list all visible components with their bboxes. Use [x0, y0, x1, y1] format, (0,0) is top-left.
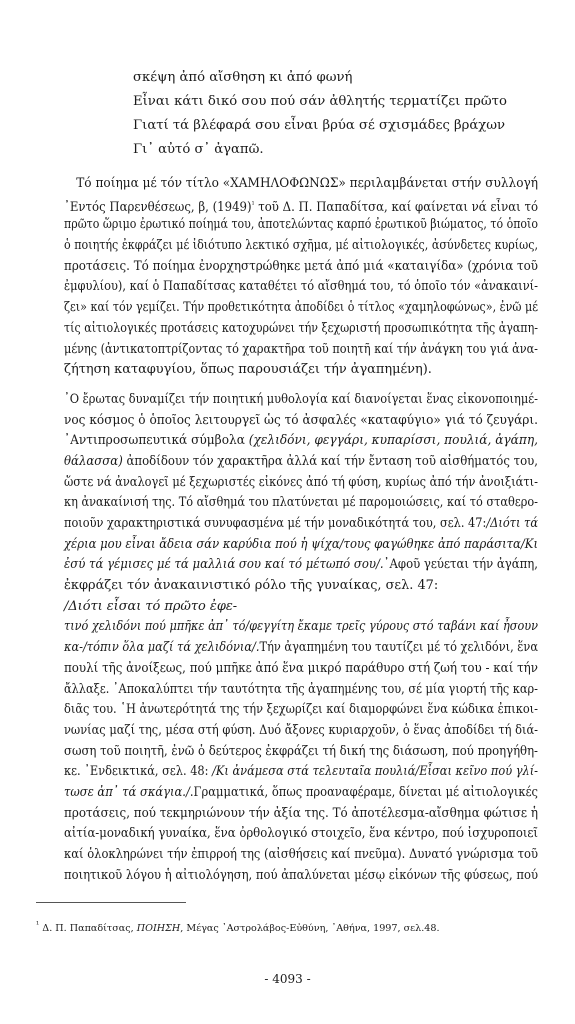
text-line — [64, 174, 538, 195]
text-line — [64, 617, 538, 638]
line-text: διᾶς του. ῾Η ἀνωτερότητά της τήν ξεχωρίζει καί διαμορφώνει ἕνα κώδικα ἐπικοι- — [64, 702, 538, 718]
line-text: ἀποδίδουν τόν χαρακτῆρα ἀλλά καί τήν ἔνταση τοῦ αἰσθήματός του, — [122, 453, 539, 469]
line-text: τοῦ Δ. Π. Παπαδίτσα, καί φαίνεται νά εἶναι τό — [254, 199, 538, 215]
line-text: ᾽Ο ἔρωτας δυναμίζει τήν ποιητική μυθολογία καί διανοίγεται ἕνας εἰκονοποιημέ- — [64, 391, 538, 407]
quote: /Διότι εἶσαι τό πρῶτο ἐφε- — [64, 598, 238, 614]
line-text: ζει» καί τόν γεμίζει. Τήν προθετικότητα ἀποδίδει ὁ τίτλος «χαμηλοφώνως», ἐνῶ μέ — [64, 300, 538, 316]
text-line — [64, 277, 538, 298]
text-line — [64, 783, 538, 804]
text-line — [64, 845, 538, 866]
text-line — [64, 431, 538, 452]
line-text: ἐμφυλίου), καί ὁ Παπαδίτσας καταθέτει τό αἴσθημά του, τό ὁποῖο τόν «ἀνακαινί- — [64, 279, 538, 295]
text-line — [64, 514, 538, 535]
text-line — [64, 473, 538, 494]
body-text — [64, 174, 538, 886]
text-line — [64, 257, 538, 278]
line-text: Τό ποίημα μέ τόν τίτλο «ΧΑΜΗΛΟΦΩΝΩΣ» περιλαμβάνεται στήν συλλογή — [76, 176, 539, 191]
verse-line: Γι᾽ αὐτό σ᾽ ἀγαπῶ. — [133, 142, 264, 157]
line-text: Τήν ἀγαπημένη του ταυτίζει μέ τό χελιδόνι, ἕνα — [259, 640, 538, 656]
text-line — [64, 576, 538, 597]
text-line — [64, 493, 538, 514]
line-text: νωνίας μαζί της, μέσα στή φύση. Δυό ἄξονες κυριαρχοῦν, ὁ ἕνας ἀποδίδει τή διά- — [64, 722, 538, 738]
line-text — [64, 195, 538, 216]
line-text: κε. ᾽Ενδεικτικά, σελ. 48: — [64, 764, 213, 780]
verse-line: Εἶναι κάτι δικό σου πού σάν ἀθλητής τερματίζει πρῶτο — [133, 94, 507, 109]
line-text: νος κόσμος ὁ ὁποῖος λειτουργεῖ ὡς τό ἀσφαλές «καταφύγιο» γιά τό ζευγάρι. — [64, 412, 538, 428]
line-text: ᾽Αντιπροσωπευτικά σύμβολα — [64, 433, 249, 449]
line-text — [64, 638, 538, 659]
line-text — [64, 514, 538, 535]
text-line — [64, 824, 538, 845]
text-line — [64, 700, 538, 721]
line-text: ζήτηση καταφυγίου, ὅπως παρουσιάζει τήν ἀγαπημένη). — [64, 362, 432, 378]
verse-line: σκέψη ἀπό αἴσθηση κι ἀπό φωνή — [133, 70, 353, 85]
line-text: καί ὁλοκληρώνει τήν ἐπιρροή της (αἰσθήσεις καί πνεῦμα). Δυνατό γνώρισμα τοῦ — [64, 847, 538, 862]
quote: /Κι ἀνάμεσα στά τελευταῖα πουλιά/Εἶσαι κεῖνο πού γλί- — [212, 764, 538, 780]
text-line — [64, 721, 538, 742]
line-text: κη ἀνακαίνισή της. Τό αἴσθημά του πλατύνεται μέ παρομοιώσεις, καί τό σταθερο- — [64, 495, 538, 511]
line-text: προτάσεις, πού τεκμηριώνουν τήν ἀξία της. Τό ἀποτέλεσμα-αἴσθημα φώτισε ἡ — [64, 805, 538, 821]
symbols-list: (χελιδόνι, φεγγάρι, κυπαρίσσι, πουλιά, ἀγάπη, — [248, 433, 539, 449]
text-line — [64, 340, 538, 361]
text-line — [64, 298, 538, 319]
text-line — [64, 411, 538, 432]
line-text — [64, 555, 538, 576]
footnote — [36, 920, 540, 934]
footnote-mark: ¹ — [36, 920, 40, 929]
text-line — [64, 215, 538, 236]
poem-excerpt — [133, 66, 507, 162]
text-line — [64, 762, 538, 783]
line-text: σωση τοῦ ποιητῆ, ἐνῶ ὁ δεύτερος ἐκφράζει τή δική της διάσωση, πού προηγήθη- — [64, 743, 538, 759]
line-text: .Γραμματικά, ὅπως προαναφέραμε, δίνεται μέ αἰτιολογικές — [189, 784, 538, 800]
footnote-author: Δ. Π. Παπαδίτσας, — [39, 923, 137, 934]
line-text — [64, 431, 538, 452]
text-line — [64, 360, 538, 381]
line-text: ἐκφράζει τόν ἀνακαινιστικό ρόλο τῆς γυναίκας, σελ. 47: — [64, 578, 439, 594]
line-text: τίς αἰτιολογικές προτάσεις κατοχυρώνει τήν ξεχωριστή προσωπικότητα τῆς ἀγαπη- — [64, 320, 538, 336]
line-text: ποιοῦν χαρακτηριστικά συνυφασμένα μέ τήν μοναδικότητά του, σελ. 47: — [64, 516, 487, 531]
footnote-divider — [36, 902, 186, 903]
line-text — [64, 452, 538, 473]
footnote-ref: ¹ — [251, 199, 255, 209]
line-text — [64, 762, 538, 783]
quote: τινό χελιδόνι πού μπῆκε ἀπ᾽ τό/φεγγίτη ἔκαμε τρεῖς γύρους στό ταβάνι καί ἦσουν — [64, 619, 538, 635]
text-line — [64, 680, 538, 701]
text-line — [64, 195, 538, 216]
footnote-publisher: , Μέγας ᾽Αστρολάβος-Εὐθύνη, ᾽Αθήνα, 1997, σελ.48. — [180, 923, 440, 934]
text-line — [64, 452, 538, 473]
quote: ἐσύ τά γέμισες μέ τά μαλλιά σου καί τό μέτωπό σου/. — [64, 557, 384, 573]
text-line — [64, 866, 538, 887]
text-line — [64, 319, 538, 340]
book-title: ᾽Εντός Παρενθέσεως, β, (1949) — [64, 199, 252, 215]
text-line — [64, 597, 538, 618]
footnote-title: ΠΟΙΗΣΗ — [136, 923, 181, 934]
text-line — [64, 535, 538, 556]
quote: τωσε ἀπ᾽ τά σκάγια./ — [64, 784, 190, 800]
line-text: ᾽Αφοῦ γεύεται τήν ἀγάπη, — [383, 557, 538, 573]
line-text: προτάσεις. Τό ποίημα ἐνορχηστρώθηκε μετά ἀπό μιά «καταιγίδα» (χρόνια τοῦ — [64, 258, 538, 274]
symbols-list: θάλασσα) — [64, 453, 123, 469]
paragraph-1 — [64, 174, 538, 381]
paragraph-2 — [64, 390, 538, 887]
line-text — [64, 783, 538, 804]
verse-line: Γιατί τά βλέφαρά σου εἶναι βρύα σέ σχισμάδες βράχων — [133, 118, 506, 133]
line-text: πουλί τῆς ἀνοίξεως, πού μπῆκε ἀπό ἕνα μικρό παράθυρο στή ζωή του - καί τήν — [64, 660, 538, 676]
page-number: - 4093 - — [264, 972, 311, 986]
text-line — [64, 555, 538, 576]
quote: χέρια μου εἶναι ἄδεια σάν καρύδια πού ἡ ψίχα/τους φαγώθηκε ἀπό παράσιτα/Κι — [64, 536, 538, 552]
text-line — [64, 742, 538, 763]
quote: κα-/τόπιν ὅλα μαζί τά χελιδόνια/. — [64, 640, 260, 656]
line-text: μένης (ἀντικατοπτρίζοντας τό χαρακτῆρα τοῦ ποιητῆ καί τήν ἀνάγκη του γιά ἀνα- — [64, 341, 538, 357]
line-text: αἰτία-μοναδική γυναίκα, ἕνα ὀρθολογικό στοιχεῖο, ἕνα κέντρο, πού ἰσχυροποιεῖ — [64, 826, 538, 842]
text-line — [64, 804, 538, 825]
text-line — [64, 659, 538, 680]
line-text: ἄλλαξε. ᾽Αποκαλύπτει τήν ταυτότητα τῆς ἀγαπημένης του, σέ μία γιορτή τῆς καρ- — [64, 681, 538, 697]
text-line — [64, 390, 538, 411]
text-line — [64, 236, 538, 257]
line-text: πρῶτο ὥριμο ἐρωτικό ποίημά του, ἀποτελώντας καρπό ἐρωτικοῦ βιώματος, τό ὁποῖο — [64, 217, 538, 233]
quote: /Διότι τά — [486, 516, 538, 531]
text-line — [64, 638, 538, 659]
line-text: ποιητικοῦ λόγου ἡ αἰτιολόγηση, πού ἀπαλύνεται μέσῳ εἰκόνων τῆς φύσεως, πού — [64, 867, 538, 883]
line-text: ὁ ποιητής ἐκφράζει μέ ἰδιότυπο λεκτικό σχῆμα, μέ αἰτιολογικές, ἀσύνδετες κυρίως, — [64, 238, 538, 254]
line-text: ὥστε νά ἀναλογεῖ μέ ξεχωριστές εἰκόνες ἀπό τή φύση, κυρίως ἀπό τήν ἀνοιξιάτι- — [64, 474, 538, 490]
